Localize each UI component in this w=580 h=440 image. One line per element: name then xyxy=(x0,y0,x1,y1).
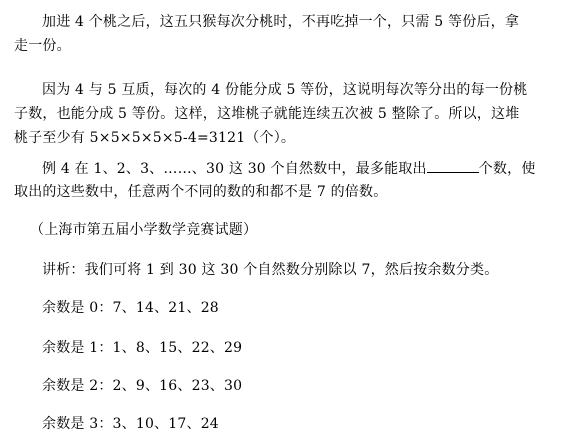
remainder-1: 余数是 1：1、8、15、22、29 xyxy=(42,340,243,356)
paragraph-2-line-1: 因为 4 与 5 互质，每次的 4 份能分成 5 等份，这说明每次等分出的每一份桃 xyxy=(42,82,528,98)
example-4-line-1-start: 例 4 在 1、2、3、……、30 这 30 个自然数中，最多能取出 xyxy=(42,161,427,177)
remainder-0: 余数是 0：7、14、21、28 xyxy=(42,300,219,316)
paragraph-2-line-3: 桃子至少有 5×5×5×5×5-4=3121（个）。 xyxy=(14,130,296,146)
analysis-text: 讲析：我们可将 1 到 30 这 30 个自然数分别除以 7，然后按余数分类。 xyxy=(42,262,499,278)
paragraph-2-line-2: 子数，也能分成 5 等份。这样，这堆桃子就能连续五次被 5 整除了。所以，这堆 xyxy=(14,106,520,122)
example-4-line-1-end: 个数，使 xyxy=(478,161,536,177)
remainder-3: 余数是 3：3、10、17、24 xyxy=(42,416,219,432)
paragraph-1-line-1: 加进 4 个桃之后，这五只猴每次分桃时，不再吃掉一个，只需 5 等份后，拿 xyxy=(42,14,520,30)
remainder-2: 余数是 2：2、9、16、23、30 xyxy=(42,378,243,394)
example-4-line-1 xyxy=(42,160,536,177)
example-4-line-2: 取出的这些数中，任意两个不同的数的和都不是 7 的倍数。 xyxy=(14,184,388,200)
paragraph-1-line-2: 走一份。 xyxy=(14,38,71,54)
answer-blank xyxy=(427,160,479,173)
problem-source: （上海市第五届小学数学竞赛试题） xyxy=(30,222,258,238)
